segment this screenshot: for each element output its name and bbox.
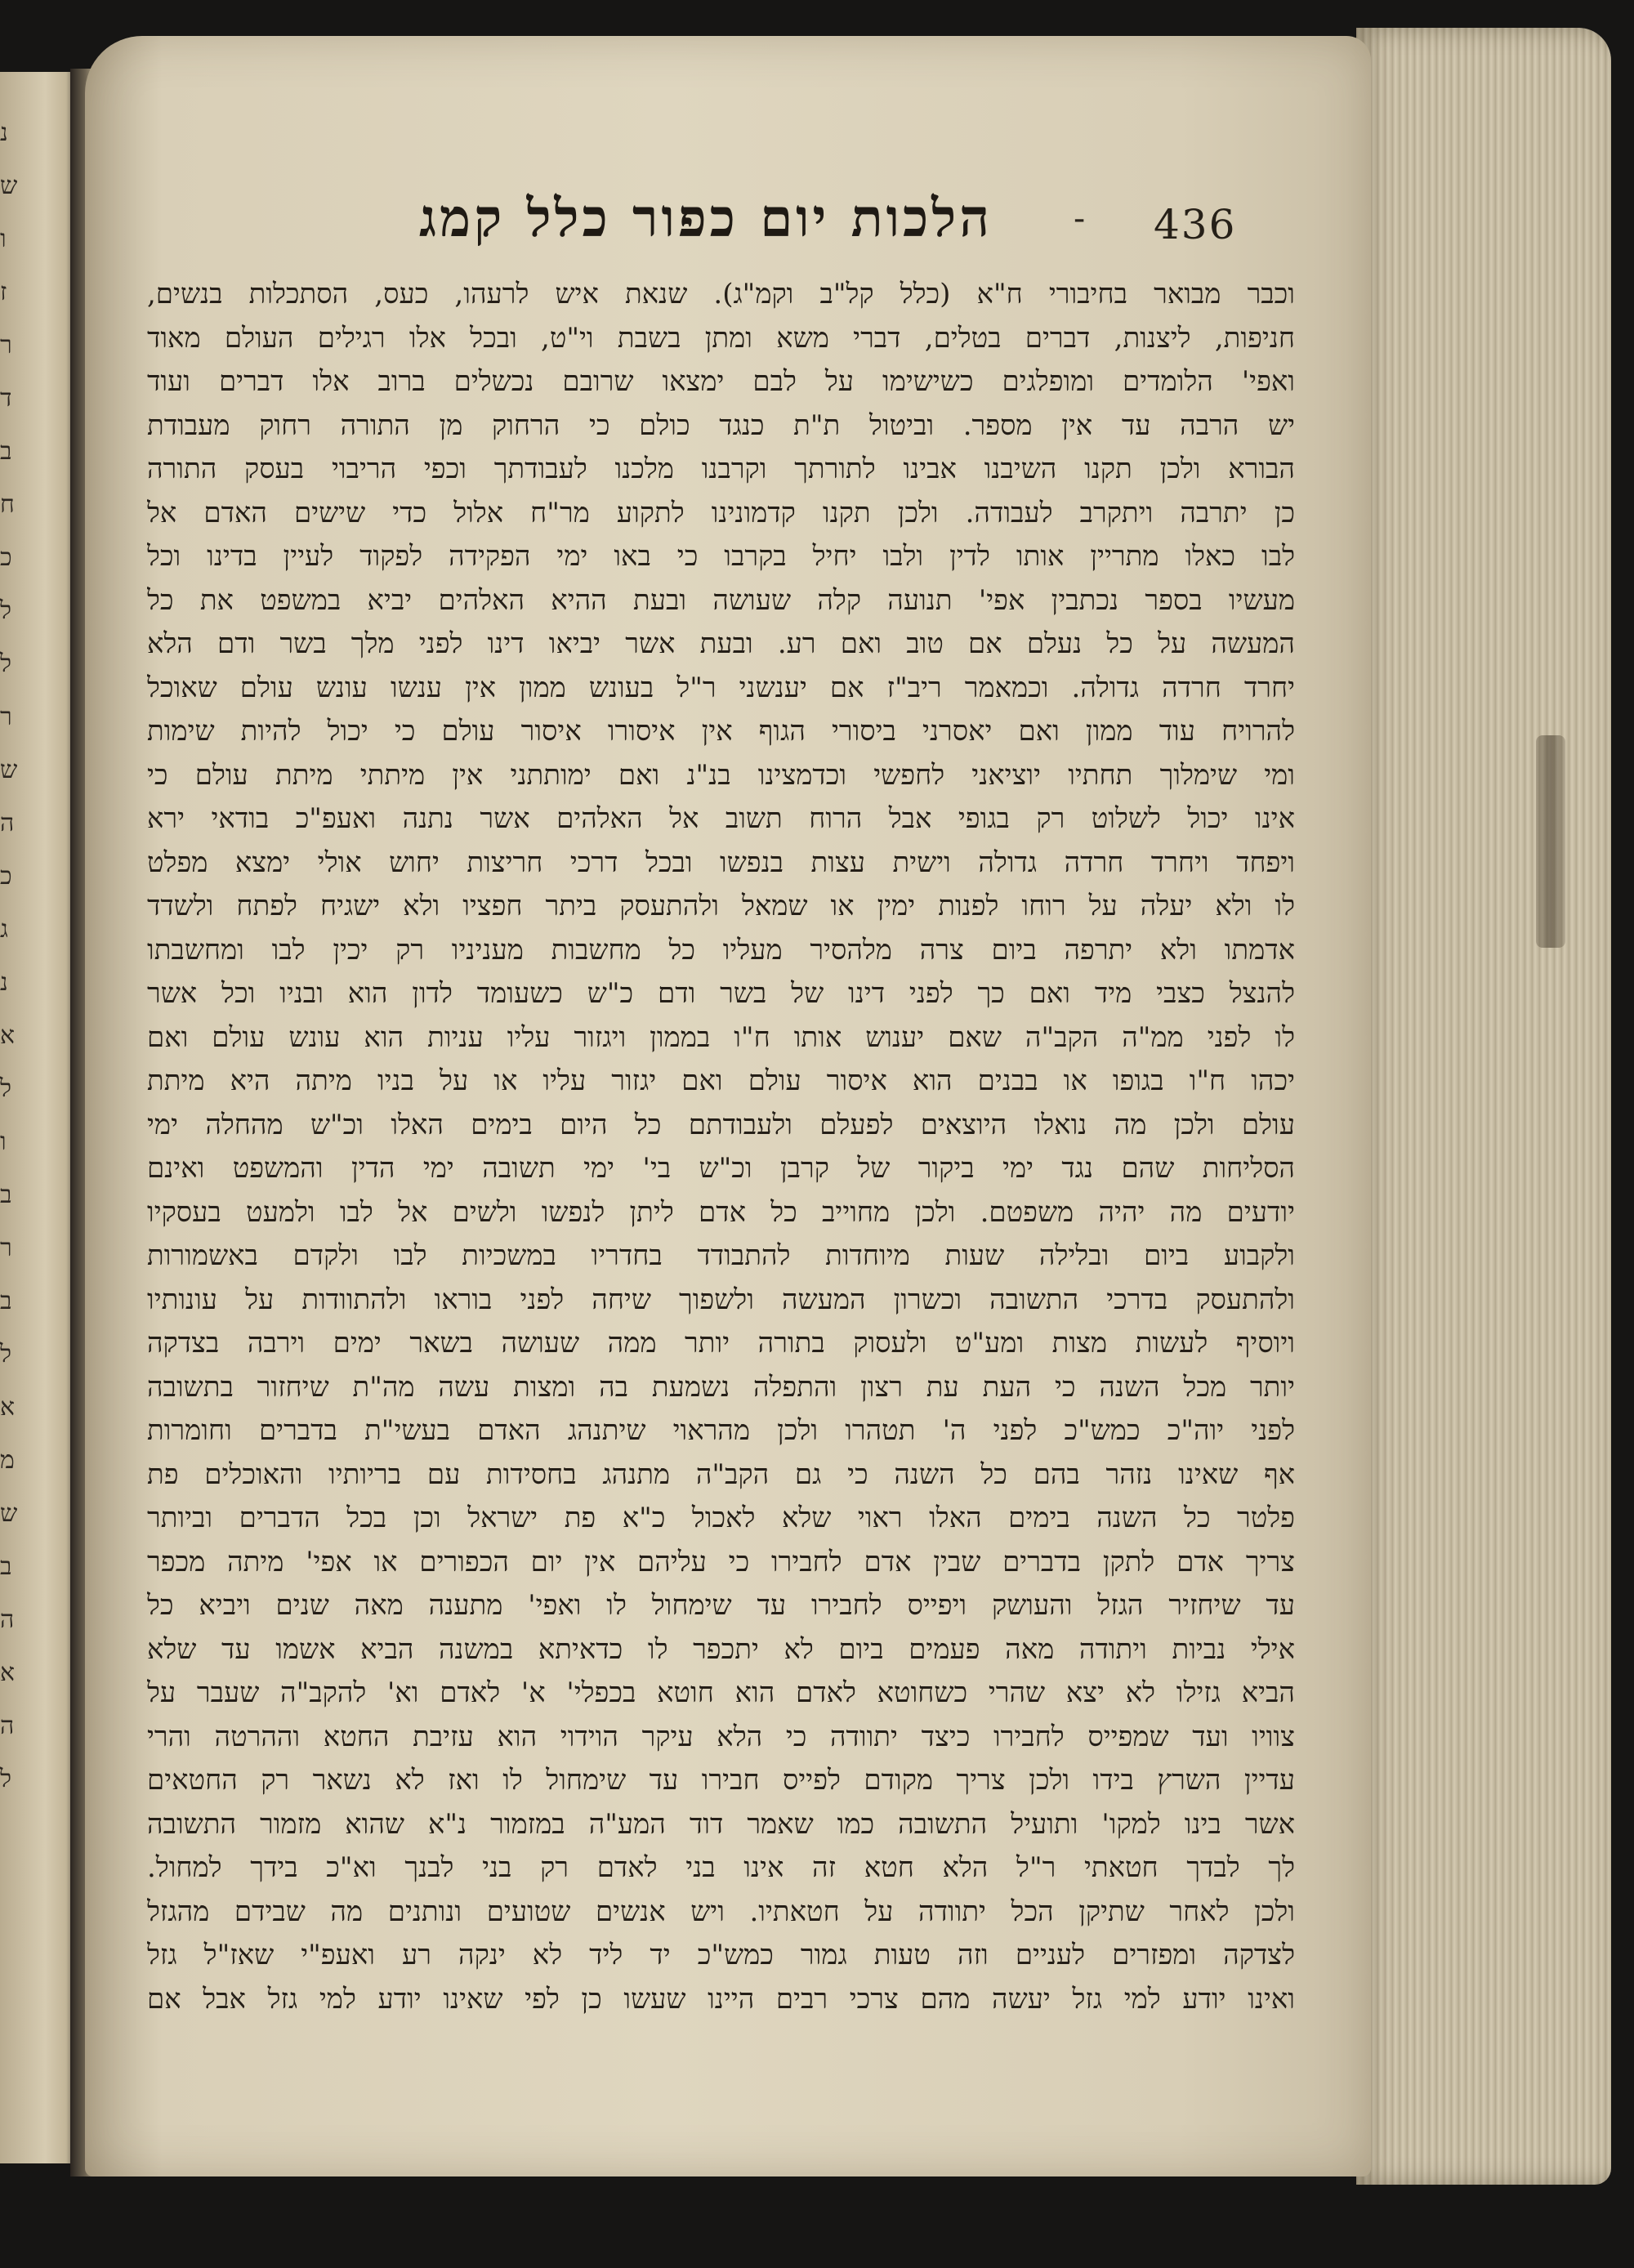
text-line: ויוסיף לעשות מצות ומע"ט ולעסוק בתורה יותר ממה שעושה בשאר ימים וירבה בצדקה — [147, 1327, 1295, 1359]
facing-page-letter: ר — [0, 703, 12, 731]
text-line: לצדקה ומפזרים לעניים וזה טעות גמור כמש"כ יד ליד לא ינקה רע ואעפ"י שאז"ל גזל — [147, 1939, 1295, 1971]
text-line: יותר מכל השנה כי העת עת רצון והתפלה נשמעת בה ומצות עשה מה"ת שיחזור בתשובה — [147, 1370, 1295, 1404]
facing-page-letter: ב — [0, 1552, 12, 1581]
text-line: ולכן לאחר שתיקן הכל יתוודה על חטאתיו. ויש אנשים שטועים ונותנים מה שבידם מהגזל — [147, 1895, 1295, 1928]
text-line: לו לפני ממ"ה הקב"ה שאם יענוש אותו ח"ו בממון ויגזור עליו עניות הוא עונש עולם ואם — [147, 1020, 1295, 1054]
facing-page-letter: ד — [0, 384, 12, 413]
text-line: יחרד חרדה גדולה. וכמאמר ריב"ז אם יענשני ר"ל בעונש ממון אין ענשו עונש עולם שאוכל — [147, 671, 1295, 704]
facing-page-letter: ה — [0, 1605, 15, 1634]
text-line: יודעים מה יהיה משפטם. ולכן מחוייב כל אדם ליתן לנפשו ולשים אל לבו ולמעט בעסקיו — [147, 1195, 1295, 1229]
running-title: הלכות יום כפור כלל קמג — [418, 188, 993, 249]
text-line: אילי נביות ויתודה מאה פעמים ביום לא יתכפר לו כדאיתא במשנה הביא אשמו עד שלא — [147, 1632, 1295, 1666]
facing-page-letter: נ — [0, 968, 8, 997]
facing-page-letter: ב — [0, 437, 12, 466]
text-line: כן יתרבה ויתקרב לעבודה. ולכן תקנו קדמונינו לתקוע מר"ח אלול כדי שישים האדם אל — [147, 496, 1295, 529]
facing-page-letter: ב — [0, 1181, 12, 1209]
text-line: לו ולא יעלה על רוחו לפנות ימין או שמאל ולהתעסק ביתר חפציו ולא ישגיח לפתח ולשדד — [147, 890, 1295, 922]
text-line: הביא גזילו לא יצא שהרי כשחוטא לאדם הוא חוטא בכפלי' א' לאדם וא' להקב"ה שעבר על — [147, 1676, 1295, 1709]
body-text — [147, 273, 1295, 2021]
text-line: יש הרבה עד אין מספר. וביטול ת"ת כנגד כולם כי הרחוק מן התורה רחוק מעבודת — [147, 409, 1295, 442]
facing-page-letter: ה — [0, 809, 15, 837]
text-line: חניפות, ליצנות, דברים בטלים, דברי משא ומתן בשבת וי"ט, ובכל אלו רגילים העולם מאוד — [147, 321, 1295, 355]
text-line: עד שיחזיר הגזל והעושק ויפייס לחבירו עד שימחול לו ואפי' מתענה מאה שנים ויביא כל — [147, 1589, 1295, 1622]
text-line: לבו כאלו מתריין אותו לדין ולבו יחיל בקרבו כי באו ימי הפקידה לפקוד לעיין בדינו וכל — [147, 540, 1295, 573]
text-line: לפני יוה"כ כמש"כ לפני ה' תטהרו ולכן מהראוי שיתנהג האדם בעשי"ת בדברים וחומרות — [147, 1414, 1295, 1447]
text-line: עדיין השרץ בידו ולכן צריך מקודם לפייס חבירו עד שימחול לו ואז לא נשאר רק החטאים — [147, 1764, 1295, 1797]
text-line: ולקבוע ביום ובלילה שעות מיוחדות להתבודד בחדריו במשכיות לבו ולקדם באשמורות — [147, 1239, 1295, 1272]
facing-page-letter: ל — [0, 596, 12, 625]
text-line: ומי שימלוך תחתיו יוציאני לחפשי וכדמצינו בנ"נ ואם ימותתני אין מיתתי מיתת עולם כי — [147, 758, 1295, 792]
facing-page-letter: נ — [0, 118, 8, 147]
facing-page — [0, 72, 75, 2163]
facing-page-letter: א — [0, 1393, 16, 1422]
facing-page-letter: ל — [0, 1765, 12, 1793]
text-line: וכבר מבואר בחיבורי ח"א (כלל קל"ב וקמ"ג). שנאת איש לרעהו, כעס, הסתכלות בנשים, — [147, 278, 1295, 310]
facing-page-letter: ו — [0, 1127, 7, 1156]
text-line: ואינו יודע למי גזל יעשה מהם צרכי רבים היינו שעשו כן לפי שאינו יודע למי גזל אבל אם — [147, 1982, 1295, 2016]
facing-page-letter: ל — [0, 650, 12, 678]
text-line: הבורא ולכן תקנו השיבנו אבינו לתורתך וקרבנו מלכנו לעבודתך וכפי הריבוי בעסק התורה — [147, 453, 1295, 485]
facing-page-letter: א — [0, 1021, 16, 1050]
facing-page-letter: ב — [0, 1287, 12, 1315]
text-line: אינו יכול לשלוט רק בגופי אבל הרוח תשוב אל האלהים אשר נתנה ואעפ"כ בודאי ירא — [147, 802, 1295, 835]
text-line: אשר בינו למקו' ותועיל התשובה כמו שאמר דוד המע"ה במזמור נ"א שהוא מזמור התשובה — [147, 1807, 1295, 1841]
facing-page-letter: ש — [0, 172, 18, 200]
facing-page-letter: ז — [0, 278, 7, 306]
facing-page-letter: כ — [0, 862, 12, 891]
facing-page-letter: א — [0, 1659, 16, 1687]
text-line: לך לבדך חטאתי ר"ל הלא חטא זה אינו בני לאדם רק בני לבנך וא"כ בידך למחול. — [147, 1851, 1295, 1884]
page-header — [85, 158, 1371, 257]
text-line: הסליחות שהם נגד ימי ביקור של קרבן וכ"ש בי' ימי תשובה ימי הדין והמשפט ואינם — [147, 1152, 1295, 1185]
facing-page-letter: ה — [0, 1712, 15, 1740]
facing-page-letter: ש — [0, 756, 18, 784]
facing-page-letter: ר — [0, 331, 12, 359]
text-line: מעשיו בספר נכתבין אפי' תנועה קלה שעושה ובעת ההיא האלהים יביא במשפט את כל — [147, 583, 1295, 617]
facing-page-letter: ש — [0, 1499, 18, 1528]
text-line: צריך אדם לתקן בדברים שבין אדם לחבירו כי עליהם אין יום הכפורים או אפי' מיתה מכפר — [147, 1545, 1295, 1578]
page-number: 436 — [1154, 201, 1237, 248]
facing-page-letter: ג — [0, 915, 8, 944]
text-line: צוויו ועד שמפייס לחבירו כיצד יתוודה כי הלא עיקר הוידוי הוא עזיבת החטא וההרטה והרי — [147, 1720, 1295, 1753]
header-dash: - — [1074, 198, 1086, 238]
text-line: להרויח עוד ממון ואם יאסרני ביסורי הגוף אין איסורו איסור עולם כי יכול להיות שימות — [147, 715, 1295, 748]
facing-page-text — [0, 118, 49, 1793]
text-line: ואפי' הלומדים ומופלגים כשישימו על לבם ימצאו שרובם נכשלים ברוב אלו דברים ועוד — [147, 365, 1295, 398]
page-block-edges — [1356, 28, 1611, 2185]
text-line: המעשה על כל נעלם אם טוב ואם רע. ובעת אשר יביאו דינו לפני מלך בשר ודם הלא — [147, 627, 1295, 660]
text-line: יכהו ח"ו בגופו או בבנים הוא איסור עולם ואם יגזור עליו או על בניו מיתה היא מיתת — [147, 1065, 1295, 1097]
facing-page-letter: ל — [0, 1340, 12, 1368]
facing-page-letter: ר — [0, 1234, 12, 1262]
text-line: פלטר כל השנה בימים האלו ראוי שלא לאכול כ"א פת ישראל וכן בכל הדברים וביותר — [147, 1502, 1295, 1534]
facing-page-letter: ל — [0, 1074, 12, 1103]
facing-page-letter: ו — [0, 225, 7, 253]
text-line: ויפחד ויחרד חרדה גדולה וישית עצות בנפשו ובכל דרכי חריצות יחוש אולי ימצא מפלט — [147, 846, 1295, 879]
text-line: אף שאינו נזהר בהם כל השנה כי גם הקב"ה מתנהג בחסידות עם בריותיו והאוכלים פת — [147, 1458, 1295, 1491]
facing-page-letter: ח — [0, 490, 15, 519]
facing-page-letter: מ — [0, 1446, 15, 1475]
text-line: להנצל כצבי מיד ואם כך לפני דינו של בשר ודם כ"ש כשעומד לדון הוא ובניו וכל אשר — [147, 977, 1295, 1010]
text-line: אדמתו ולא יתרפה ביום צרה מלהסיר מעליו כל מחשבות מעניניו רק יכין לבו ומחשבתו — [147, 933, 1295, 967]
text-line: עולם ולכן מה נואלו היוצאים לפעלם ולעבודתם כל היום בימים האלו וכ"ש מהחלה ימי — [147, 1108, 1295, 1141]
facing-page-letter: כ — [0, 543, 12, 572]
book-page — [85, 36, 1371, 2176]
binding-mark — [1536, 735, 1565, 948]
text-line: ולהתעסק בדרכי התשובה וכשרון המעשה ולשפוך שיחה לפני בוראו ולהתוודות על עונותיו — [147, 1283, 1295, 1316]
